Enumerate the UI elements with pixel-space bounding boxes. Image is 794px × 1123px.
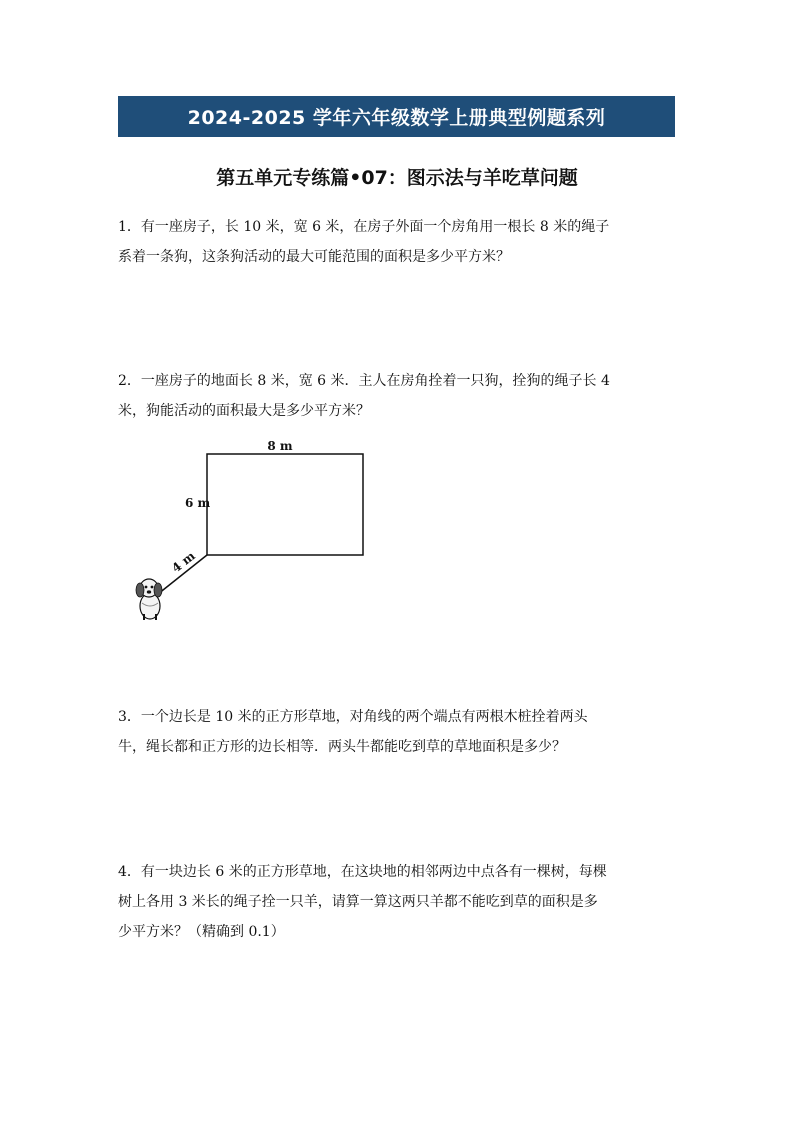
series-title-banner — [118, 96, 675, 137]
top-length-label: 8 m — [267, 439, 293, 453]
question-4 — [118, 857, 678, 947]
question-line: 3．一个边长是 10 米的正方形草地，对角线的两个端点有两根木桩拴着两头 — [118, 709, 588, 725]
question-line: 系着一条狗，这条狗活动的最大可能范围的面积是多少平方米？ — [118, 249, 510, 265]
question-2 — [118, 366, 678, 426]
question-line: 牛，绳长都和正方形的边长相等．两头牛都能吃到草的草地面积是多少？ — [118, 739, 566, 755]
house-rectangle — [207, 454, 363, 555]
rope-length-label: 4 m — [169, 548, 198, 576]
dog-icon — [136, 579, 162, 620]
question-line: 树上各用 3 米长的绳子拴一只羊，请算一算这两只羊都不能吃到草的面积是多 — [118, 894, 598, 910]
unit-subtitle: 第五单元专练篇•07：图示法与羊吃草问题 — [216, 167, 578, 189]
question-3 — [118, 702, 678, 762]
question-line: 少平方米？（精确到 0.1） — [118, 924, 285, 940]
house-dog-figure — [128, 437, 378, 627]
question-line: 2．一座房子的地面长 8 米，宽 6 米．主人在房角拴着一只狗，拴狗的绳子长 4 — [118, 373, 610, 389]
question-line: 4．有一块边长 6 米的正方形草地，在这块地的相邻两边中点各有一棵树，每棵 — [118, 864, 607, 880]
series-title: 2024-2025 学年六年级数学上册典型例题系列 — [187, 107, 606, 129]
question-1 — [118, 212, 678, 272]
house-diagram — [128, 437, 378, 627]
side-length-label: 6 m — [185, 496, 211, 510]
question-line: 1．有一座房子，长 10 米，宽 6 米，在房子外面一个房角用一根长 8 米的绳子 — [118, 219, 610, 235]
question-line: 米，狗能活动的面积最大是多少平方米？ — [118, 403, 370, 419]
